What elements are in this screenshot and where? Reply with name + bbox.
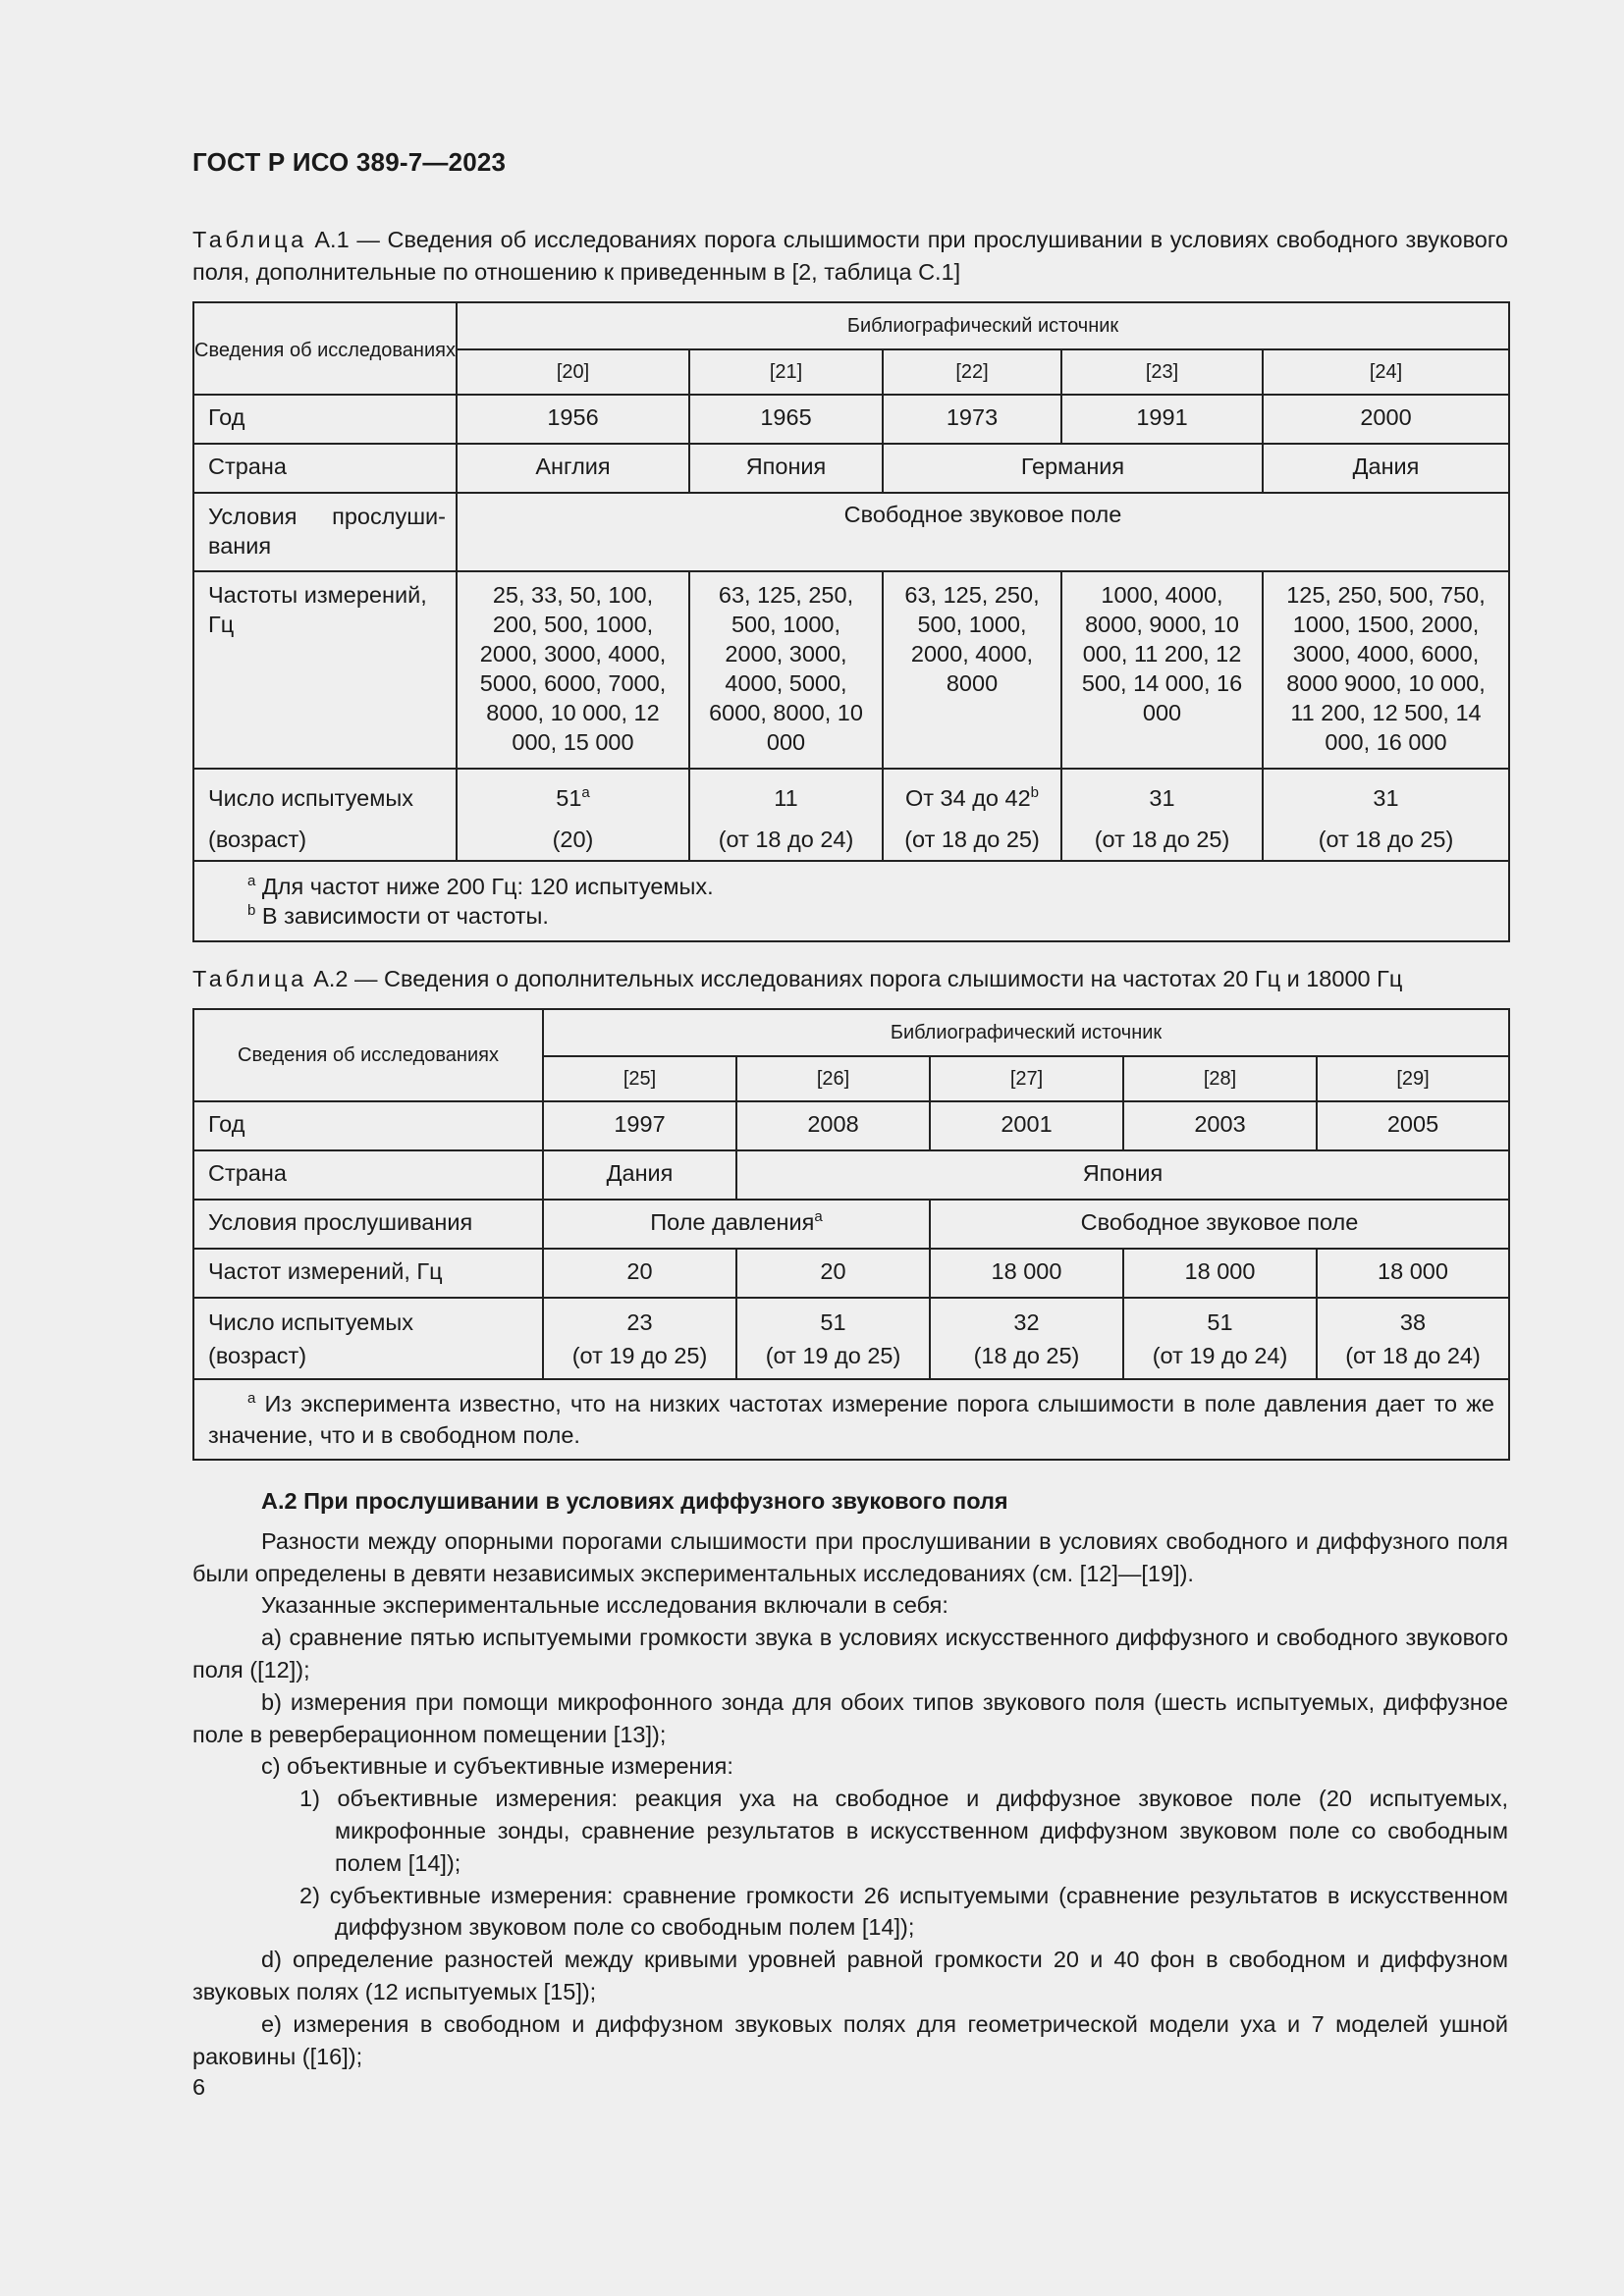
- table2-note-a: Из эксперимента известно, что на низких частотах измерение порога слышимости в поле давления дает то же значение, что и в свободном поле.: [208, 1391, 1495, 1448]
- table2-subjects-age: (от 18 до 24): [1345, 1343, 1481, 1368]
- table2-freq: 18 000: [930, 1249, 1123, 1298]
- list-item: а) сравнение пятью испытуемыми громкости звука в условиях искусственного диффузного и свободного звукового поля ([12]);: [192, 1625, 1508, 1682]
- table-a1: [192, 301, 1510, 942]
- table2-conditions-pressure-cell: [543, 1200, 930, 1249]
- table2-ref: [27]: [930, 1056, 1123, 1101]
- table2-freq: 18 000: [1317, 1249, 1509, 1298]
- table2-subjects-cell: [1317, 1298, 1509, 1379]
- table1-country: Япония: [689, 444, 883, 493]
- table2-year: 2008: [736, 1101, 930, 1150]
- table2-col0-header: Сведения об исследованиях: [193, 1009, 543, 1101]
- table1-caption-prefix: Таблица: [192, 227, 307, 252]
- table1-country: Дания: [1263, 444, 1509, 493]
- table2-notes: [193, 1379, 1509, 1460]
- table1-subjects-count: 31: [1373, 785, 1399, 811]
- table1-subjects-age: (20): [552, 827, 594, 852]
- table2-country-label: Страна: [193, 1150, 543, 1200]
- table2-subjects-count: 23: [626, 1309, 653, 1335]
- table2-subjects-cell: [1123, 1298, 1317, 1379]
- section-paragraph: Указанные экспериментальные исследования включали в себя:: [261, 1592, 948, 1619]
- table1-subjects-cell: [1061, 769, 1263, 861]
- table1-conditions-value: Свободное звуковое поле: [457, 493, 1509, 571]
- table1-ref: [23]: [1061, 349, 1263, 395]
- table2-subjects-count: 51: [820, 1309, 846, 1335]
- table2-year: 2001: [930, 1101, 1123, 1150]
- table2-subjects-cell: [930, 1298, 1123, 1379]
- table2-subjects-count: 32: [1013, 1309, 1040, 1335]
- document-header: ГОСТ Р ИСО 389-7—2023: [192, 147, 507, 177]
- table1-subjects-count: От 34 до 42: [904, 785, 1031, 811]
- table2-subjects-label: Число испытуемых: [208, 1309, 413, 1335]
- table1-conditions-label: Условия прослуши-вания: [193, 493, 457, 571]
- table2-country: Япония: [736, 1150, 1509, 1200]
- table1-ref: [21]: [689, 349, 883, 395]
- table-a2: [192, 1008, 1510, 1461]
- table1-country: Германия: [883, 444, 1263, 493]
- table1-subjects-age: (от 18 до 25): [904, 827, 1040, 852]
- table2-subjects-age: (от 19 до 24): [1152, 1343, 1288, 1368]
- table1-year: 1956: [457, 395, 689, 444]
- table1-subjects-note-mark: a: [581, 784, 590, 802]
- table2-year: 2003: [1123, 1101, 1317, 1150]
- table1-country: Англия: [457, 444, 689, 493]
- table1-year: 2000: [1263, 395, 1509, 444]
- table1-subjects-cell: [689, 769, 883, 861]
- table2-subjects-label-cell: [193, 1298, 543, 1379]
- table1-subjects-cell: [1263, 769, 1509, 861]
- section-paragraph: Разности между опорными порогами слышимости при прослушивании в условиях свободного и диффузного поля были определены в девяти независимых экспериментальных исследованиях (см. [12]—[19]).: [192, 1527, 1508, 1586]
- list-subitem: 2) субъективные измерения: сравнение громкости 26 испытуемыми (сравнение результатов в искусственном диффузном звуковом поле со свободным полем [14]);: [299, 1882, 1508, 1941]
- table1-caption: [192, 224, 1508, 289]
- table2-country: Дания: [543, 1150, 736, 1200]
- table1-subjects-count: 31: [1149, 785, 1175, 811]
- table2-subjects-age: (18 до 25): [973, 1343, 1080, 1368]
- table1-year: 1991: [1061, 395, 1263, 444]
- table1-col0-header: Сведения об исследованиях: [193, 302, 457, 395]
- table1-ref: [24]: [1263, 349, 1509, 395]
- table1-subjects-cell: [457, 769, 689, 861]
- list-item: е) измерения в свободном и диффузном звуковых полях для геометрической модели уха и 7 моделей ушной раковины ([16]);: [192, 2010, 1508, 2069]
- section-title: А.2 При прослушивании в условиях диффузного звукового поля: [261, 1488, 1008, 1514]
- table2-caption-text: А.2 — Сведения о дополнительных исследованиях порога слышимости на частотах 20 Гц и 18000 Гц: [313, 966, 1403, 991]
- table2-conditions-note-mark: a: [814, 1208, 823, 1226]
- table2-conditions-pressure: Поле давления: [650, 1209, 815, 1235]
- table2-ref: [29]: [1317, 1056, 1509, 1101]
- table1-year-label: Год: [193, 395, 457, 444]
- table2-freq-label: Частот измерений, Гц: [193, 1249, 543, 1298]
- table2-age-label: (возраст): [208, 1343, 307, 1368]
- table2-subjects-age: (от 19 до 25): [571, 1343, 708, 1368]
- table1-freqs: 63, 125, 250, 500, 1000, 2000, 4000, 8000: [883, 571, 1061, 769]
- table2-year-label: Год: [193, 1101, 543, 1150]
- page-number: 6: [192, 2074, 206, 2100]
- table1-age-label: (возраст): [208, 827, 307, 852]
- table2-caption: [192, 963, 1508, 995]
- table1-note-b-mark: b: [247, 902, 256, 920]
- table2-subjects-age: (от 19 до 25): [765, 1343, 901, 1368]
- table2-subjects-count: 38: [1399, 1309, 1427, 1335]
- table2-ref: [26]: [736, 1056, 930, 1101]
- table1-country-label: Страна: [193, 444, 457, 493]
- table1-freq-label: Частоты измерений, Гц: [193, 571, 457, 769]
- table1-subjects-age: (от 18 до 25): [1318, 827, 1454, 852]
- table1-freqs: 1000, 4000, 8000, 9000, 10 000, 11 200, 12 500, 14 000, 16 000: [1061, 571, 1263, 769]
- table2-conditions-free: Свободное звуковое поле: [930, 1200, 1509, 1249]
- table2-group-header: Библиографический источник: [543, 1009, 1509, 1056]
- table1-group-header: Библиографический источник: [457, 302, 1509, 349]
- list-subitem: 1) объективные измерения: реакция уха на свободное и диффузное звуковое поле (20 испытуемых, микрофонные зонды, сравнение результатов в искусственном диффузном звуковом поле со свободным полем [14]);: [299, 1786, 1508, 1876]
- table2-conditions-label: Условия прослушивания: [193, 1200, 543, 1249]
- table1-freqs: 125, 250, 500, 750, 1000, 1500, 2000, 3000, 4000, 6000, 8000 9000, 10 000, 11 200, 12 500, 14 000, 16 000: [1263, 571, 1509, 769]
- table2-subjects-cell: [543, 1298, 736, 1379]
- table2-ref: [28]: [1123, 1056, 1317, 1101]
- table1-ref: [20]: [457, 349, 689, 395]
- table1-ref: [22]: [883, 349, 1061, 395]
- section-a2: [192, 1485, 1508, 2072]
- table1-notes: [193, 861, 1509, 941]
- table2-freq: 18 000: [1123, 1249, 1317, 1298]
- table1-subjects-note-mark: b: [1030, 784, 1040, 802]
- table1-note-a-mark: a: [247, 873, 256, 890]
- table1-year: 1973: [883, 395, 1061, 444]
- table2-subjects-cell: [736, 1298, 930, 1379]
- table1-note-a: Для частот ниже 200 Гц: 120 испытуемых.: [261, 874, 714, 899]
- table1-subjects-cell: [883, 769, 1061, 861]
- table2-year: 1997: [543, 1101, 736, 1150]
- table2-freq: 20: [736, 1249, 930, 1298]
- table1-subjects-count: 51: [556, 785, 582, 811]
- table1-subjects-label: Число испытуемых: [208, 785, 413, 811]
- table1-subjects-count: 11: [774, 785, 798, 811]
- list-item: с) объективные и субъективные измерения:: [261, 1753, 733, 1780]
- table2-ref: [25]: [543, 1056, 736, 1101]
- table1-note-b: В зависимости от частоты.: [261, 903, 549, 929]
- table1-subjects-age: (от 18 до 24): [718, 827, 854, 852]
- table2-subjects-count: 51: [1207, 1309, 1233, 1335]
- table2-freq: 20: [543, 1249, 736, 1298]
- table1-caption-text: А.1 — Сведения об исследованиях порога слышимости при прослушивании в условиях свободного звукового поля, дополнительные по отношению к приведенным в [2, таблица С.1]: [192, 227, 1508, 285]
- list-item: d) определение разностей между кривыми уровней равной громкости 20 и 40 фон в свободном и диффузном звуковых полях (12 испытуемых [15]);: [192, 1947, 1508, 2004]
- table2-year: 2005: [1317, 1101, 1509, 1150]
- table1-subjects-label-cell: [193, 769, 457, 861]
- table2-note-a-mark: a: [247, 1390, 256, 1408]
- table1-freqs: 63, 125, 250, 500, 1000, 2000, 3000, 4000, 5000, 6000, 8000, 10 000: [689, 571, 883, 769]
- list-item: b) измерения при помощи микрофонного зонда для обоих типов звукового поля (шесть испытуемых, диффузное поле в реверберационном помещении [13]);: [192, 1688, 1508, 1747]
- table1-year: 1965: [689, 395, 883, 444]
- table1-freqs: 25, 33, 50, 100, 200, 500, 1000, 2000, 3000, 4000, 5000, 6000, 7000, 8000, 10 000, 12 000, 15 000: [457, 571, 689, 769]
- table1-subjects-age: (от 18 до 25): [1094, 827, 1230, 852]
- table2-caption-prefix: Таблица: [192, 966, 307, 991]
